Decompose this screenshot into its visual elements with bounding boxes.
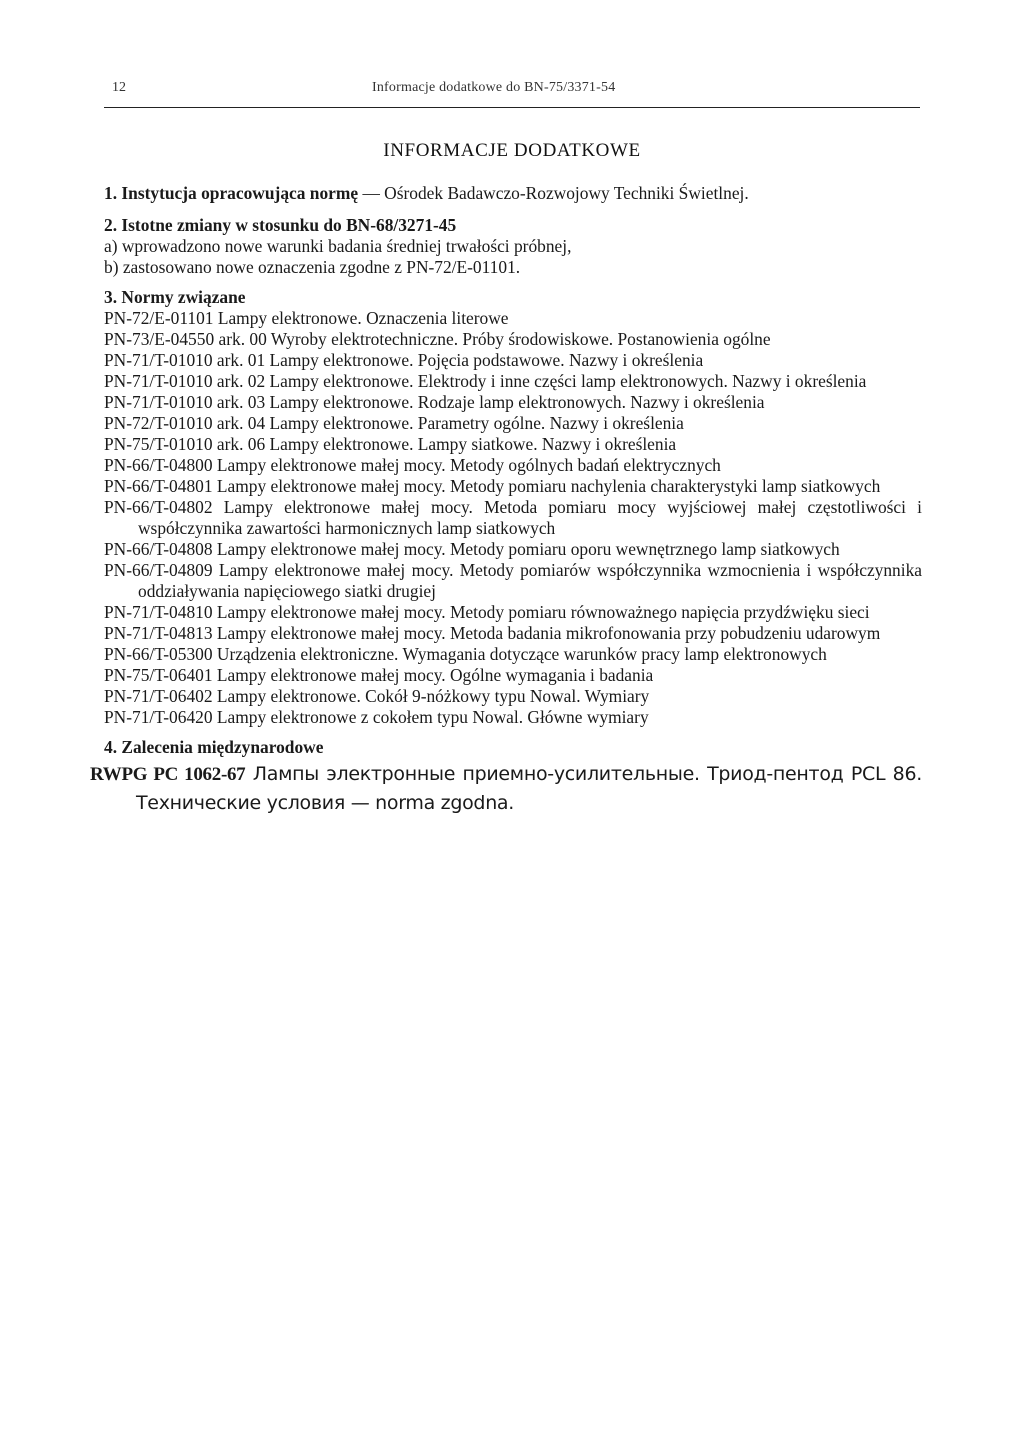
- changes-list: [104, 236, 922, 278]
- list-item: PN-71/T-01010 ark. 02 Lampy elektronowe. Elektrody i inne części lamp elektronowych. Nazwy i określenia: [104, 371, 867, 391]
- header-rule: [104, 107, 920, 108]
- list-item: PN-71/T-06402 Lampy elektronowe. Cokół 9-nóżkowy typu Nowal. Wymiary: [104, 686, 650, 706]
- related-standards-list: [104, 308, 922, 728]
- section-4-heading: 4. Zalecenia międzynarodowe: [104, 737, 324, 757]
- section-2-heading: 2. Istotne zmiany w stosunku do BN-68/3271-45: [104, 215, 457, 235]
- section-3: [104, 287, 922, 728]
- list-item: PN-71/T-04813 Lampy elektronowe małej mocy. Metoda badania mikrofonowania przy pobudzeniu udarowym: [104, 623, 881, 643]
- running-title: Informacje dodatkowe do BN-75/3371-54: [372, 80, 616, 95]
- section-3-heading: 3. Normy związane: [104, 287, 246, 307]
- list-item: PN-66/T-04801 Lampy elektronowe małej mocy. Metody pomiaru nachylenia charakterystyki lamp siatkowych: [104, 476, 881, 496]
- recommendation-text: Лампы электронные приемно-усилительные. Триод-пентод PCL 86. Технические условия — norma zgodna.: [136, 763, 922, 814]
- list-item: PN-66/T-05300 Urządzenia elektroniczne. Wymagania dotyczące warunków pracy lamp elektronowych: [104, 644, 827, 664]
- international-recommendation: [90, 760, 922, 817]
- list-item: PN-66/T-04809 Lampy elektronowe małej mocy. Metody pomiarów współczynnika wzmocnienia i współczynnika oddziaływania napięciowego siatki drugiej: [104, 560, 922, 601]
- list-item: b) zastosowano nowe oznaczenia zgodne z PN-72/E-01101.: [104, 257, 521, 277]
- list-item: PN-72/T-01010 ark. 04 Lampy elektronowe. Parametry ogólne. Nazwy i określenia: [104, 413, 684, 433]
- list-item: PN-71/T-06420 Lampy elektronowe z cokołem typu Nowal. Główne wymiary: [104, 707, 649, 727]
- list-item: PN-75/T-01010 ark. 06 Lampy elektronowe. Lampy siatkowe. Nazwy i określenia: [104, 434, 677, 454]
- list-item: PN-66/T-04800 Lampy elektronowe małej mocy. Metody ogólnych badań elektrycznych: [104, 455, 721, 475]
- list-item: PN-73/E-04550 ark. 00 Wyroby elektrotechniczne. Próby środowiskowe. Postanowienia ogólne: [104, 329, 771, 349]
- section-1-text: — Ośrodek Badawczo-Rozwojowy Techniki Świetlnej.: [362, 183, 749, 203]
- list-item: PN-72/E-01101 Lampy elektronowe. Oznaczenia literowe: [104, 308, 509, 328]
- section-2: [104, 215, 922, 278]
- recommendation-code: RWPG PC 1062-67: [90, 764, 246, 785]
- page-number: 12: [112, 80, 126, 95]
- list-item: PN-71/T-04810 Lampy elektronowe małej mocy. Metody pomiaru równoważnego napięcia przydźwięku sieci: [104, 602, 870, 622]
- list-item: PN-71/T-01010 ark. 03 Lampy elektronowe. Rodzaje lamp elektronowych. Nazwy i określenia: [104, 392, 765, 412]
- section-1-heading: 1. Instytucja opracowująca normę: [104, 183, 359, 203]
- list-item: PN-66/T-04802 Lampy elektronowe małej mocy. Metoda pomiaru mocy wyjściowej małej częstotliwości i współczynnika zawartości harmonicznych lamp siatkowych: [104, 497, 922, 538]
- list-item: a) wprowadzono nowe warunki badania średniej trwałości próbnej,: [104, 236, 572, 256]
- list-item: PN-75/T-06401 Lampy elektronowe małej mocy. Ogólne wymagania i badania: [104, 665, 654, 685]
- section-1: [104, 183, 922, 204]
- list-item: PN-71/T-01010 ark. 01 Lampy elektronowe. Pojęcia podstawowe. Nazwy i określenia: [104, 350, 704, 370]
- document-body: [90, 183, 922, 817]
- list-item: PN-66/T-04808 Lampy elektronowe małej mocy. Metody pomiaru oporu wewnętrznego lamp siatkowych: [104, 539, 840, 559]
- section-4: [90, 737, 922, 817]
- running-header: [104, 80, 920, 102]
- page-title: INFORMACJE DODATKOWE: [383, 140, 641, 161]
